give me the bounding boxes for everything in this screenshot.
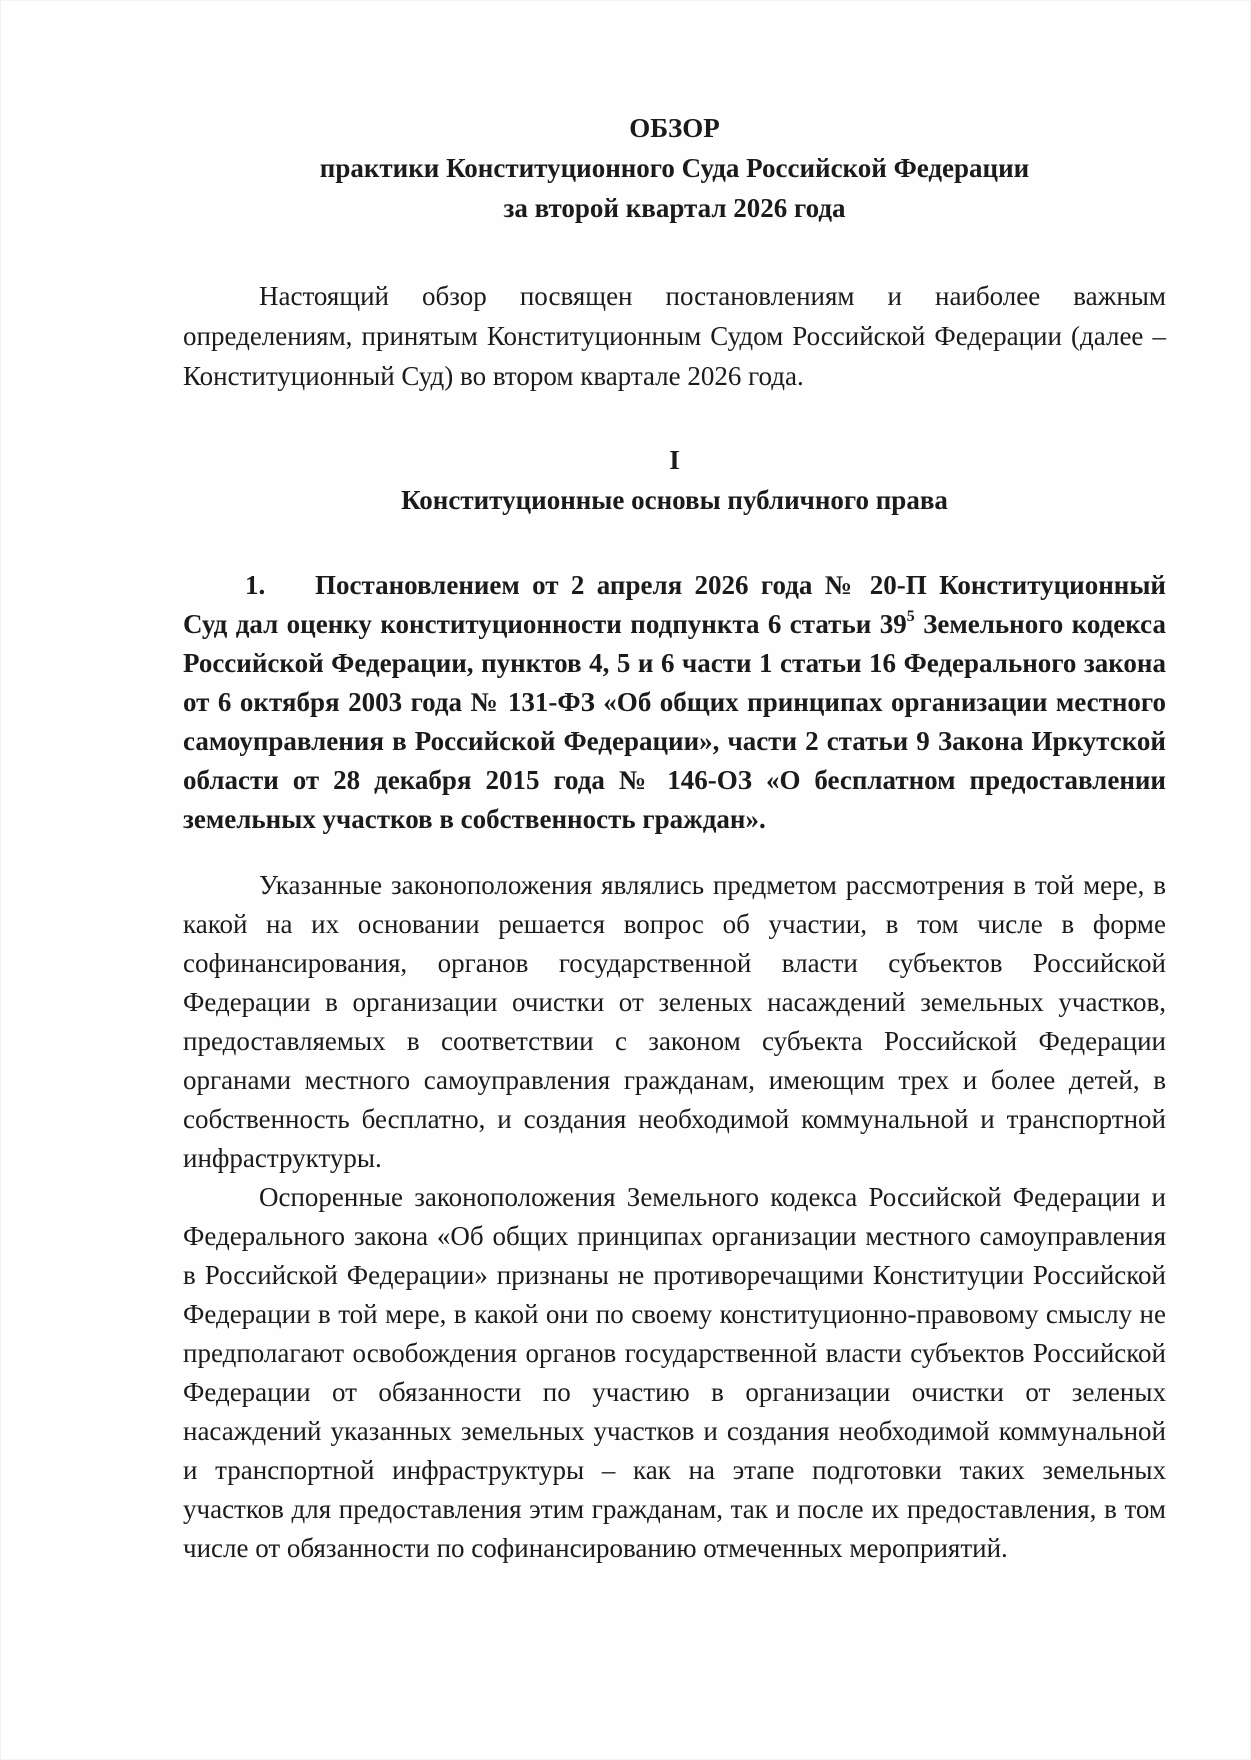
- document-body: [183, 108, 1166, 1568]
- section-numeral: I: [669, 445, 680, 475]
- body-paragraph-2: Оспоренные законоположения Земельного кодекса Российской Федерации и Федерального закона «Об общих принципах организации местного самоуправления в Российской Федерации» признаны не противоречащими Конституции Российской Федерации в той мере, в какой они по своему конституционно-правовому смыслу не предполагают освобождения органов государственной власти субъектов Российской Федерации от обязанности по участию в организации очистки от зеленых насаждений указанных земельных участков и создания необходимой коммунальной и транспортной инфраструктуры – как на этапе подготовки таких земельных участков для предоставления этим гражданам, так и после их предоставления, в том числе от обязанности по софинансированию отмеченных мероприятий.: [183, 1182, 1166, 1563]
- document-title: ОБЗОР: [629, 113, 720, 143]
- item-1-superscript: 5: [906, 608, 915, 625]
- body-paragraph-1: Указанные законоположения являлись предметом рассмотрения в той мере, в какой на их основании решается вопрос об участии, в том числе в форме софинансирования, органов государственной власти субъектов Российской Федерации в организации очистки от зеленых насаждений земельных участков, предоставляемых в соответствии с законом субъекта Российской Федерации органами местного самоуправления гражданам, имеющим трех и более детей, в собственность бесплатно, и создания необходимой коммунальной и транспортной инфраструктуры.: [183, 870, 1166, 1173]
- section-title: Конституционные основы публичного права: [401, 485, 948, 515]
- intro-paragraph: Настоящий обзор посвящен постановлениям и наиболее важным определениям, принятым Конституционным Судом Российской Федерации (далее – Конституционный Суд) во втором квартале 2026 года.: [183, 281, 1166, 391]
- document-subtitle-line2: за второй квартал 2026 года: [503, 193, 846, 223]
- item-number: 1.: [245, 570, 266, 600]
- section-heading: [183, 440, 1166, 520]
- document-subtitle-line1: практики Конституционного Суда Российской Федерации: [319, 153, 1030, 183]
- item-1-text-part1: Постановлением от 2 апреля 2026 года № 20-П Конституционный Суд дал оценку конституционности подпункта 6 статьи 39: [183, 570, 1166, 639]
- item-1-heading: [183, 566, 1166, 839]
- item-1-text-part2: Земельного кодекса Российской Федерации, пунктов 4, 5 и 6 части 1 статьи 16 Федерального закона от 6 октября 2003 года № 131-ФЗ «Об общих принципах организации местного самоуправления в Российской Федерации», части 2 статьи 9 Закона Иркутской области от 28 декабря 2015 года № 146-ОЗ «О бесплатном предоставлении земельных участков в собственность граждан».: [183, 609, 1166, 834]
- document-header: [183, 108, 1166, 228]
